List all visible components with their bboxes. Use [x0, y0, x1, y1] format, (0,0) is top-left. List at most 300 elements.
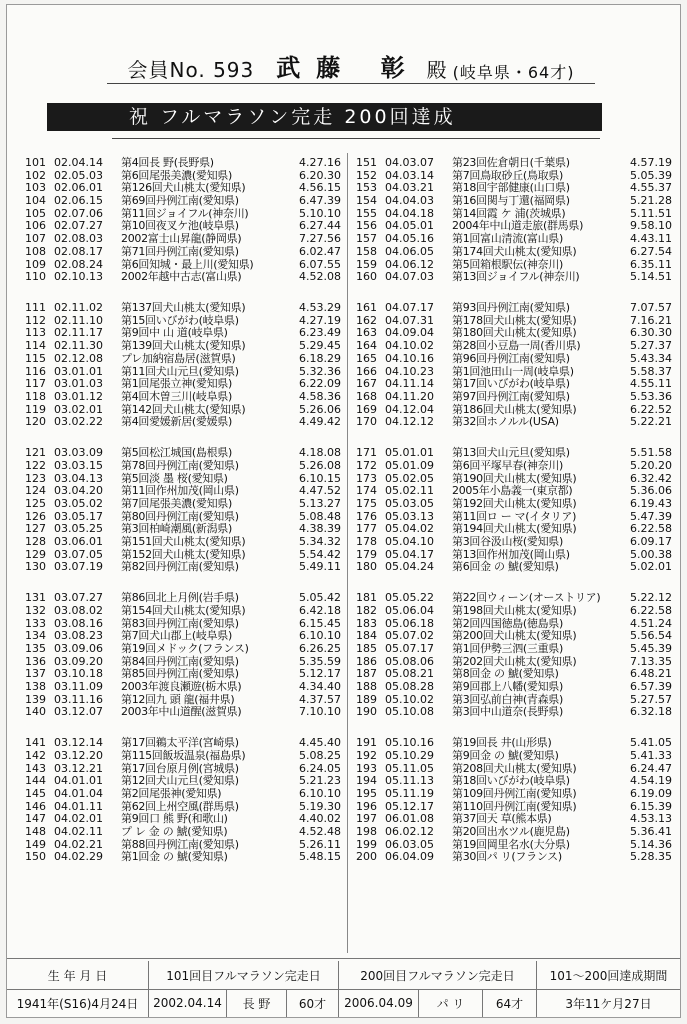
race-number: 148	[25, 825, 46, 839]
race-row	[352, 302, 672, 315]
race-date: 05.02.05	[385, 471, 434, 485]
race-name: 第3回中山道奈(長野県)	[452, 705, 563, 719]
runner-name: 武藤 彰	[276, 54, 421, 82]
race-date: 04.02.21	[54, 837, 103, 851]
period-value: 3年11ケ月27日	[565, 996, 652, 1011]
race-number: 194	[356, 774, 377, 788]
race-date: 05.04.02	[385, 522, 434, 536]
finish-time: 5.53.36	[630, 389, 672, 403]
finish-time: 4.27.19	[299, 313, 341, 327]
race-101-place: 長 野	[227, 989, 287, 1017]
race-name: 第13回作州加茂(岡山県)	[452, 547, 570, 561]
race-name: 第9回金 の 鯱(愛知県)	[452, 748, 559, 762]
race-number: 197	[356, 812, 377, 826]
race-name: 第83回丹例江南(愛知県)	[121, 616, 239, 630]
finish-time: 5.22.12	[630, 591, 672, 605]
race-name: プレ加納宿島居(滋賀県)	[121, 351, 236, 365]
race-number: 184	[356, 629, 377, 643]
finish-time: 9.58.10	[630, 219, 672, 233]
race-name: 第6回金 の 鯱(愛知県)	[452, 560, 559, 574]
finish-time: 5.32.36	[299, 364, 341, 378]
race-name: 第22回ウィーン(オーストリア)	[452, 591, 601, 605]
race-date: 02.08.03	[54, 232, 103, 246]
race-name: 第23回佐倉朝日(千葉県)	[452, 156, 570, 169]
race-number: 137	[25, 667, 46, 681]
race-row	[352, 788, 672, 801]
race-date: 05.10.16	[385, 736, 434, 750]
race-name: 第93回丹例江南(愛知県)	[452, 301, 570, 315]
column-divider	[347, 153, 348, 953]
race-number: 157	[356, 232, 377, 246]
finish-time: 5.34.32	[299, 534, 341, 548]
race-row	[352, 195, 672, 208]
race-row	[352, 681, 672, 694]
finish-time: 4.40.02	[299, 812, 341, 826]
race-name: 第18回いびがわ(岐阜県)	[452, 774, 570, 788]
race-row	[352, 447, 672, 460]
race-date: 03.05.25	[54, 522, 103, 536]
race-name: 第69回丹例江南(愛知県)	[121, 194, 239, 208]
finish-time: 4.56.15	[299, 181, 341, 195]
race-date: 04.02.11	[54, 825, 103, 839]
race-group	[352, 592, 672, 719]
race-date: 04.12.04	[385, 402, 434, 416]
race-number: 126	[25, 509, 46, 523]
race-name: 第85回丹例江南(愛知県)	[121, 667, 239, 681]
race-row	[21, 378, 341, 391]
race-number: 196	[356, 799, 377, 813]
finish-time: 4.57.19	[630, 156, 672, 169]
race-number: 116	[25, 364, 46, 378]
race-row	[352, 271, 672, 284]
race-name: 第84回丹例江南(愛知県)	[121, 654, 239, 668]
race-row	[21, 353, 341, 366]
race-number: 101	[25, 156, 46, 169]
race-number: 143	[25, 761, 46, 775]
race-name: 第8回金 の 鯱(愛知県)	[452, 667, 559, 681]
race-number: 108	[25, 244, 46, 258]
race-date: 03.12.14	[54, 736, 103, 750]
finish-time: 4.58.36	[299, 389, 341, 403]
race-date: 06.01.08	[385, 812, 434, 826]
race-name: 第14回霞 ケ 浦(茨城県)	[452, 206, 566, 220]
race-date: 04.03.14	[385, 168, 434, 182]
race-name: 第139回犬山桃太(愛知県)	[121, 339, 246, 353]
race-date: 02.11.30	[54, 339, 103, 353]
race-row	[352, 340, 672, 353]
finish-time: 5.36.06	[630, 484, 672, 498]
race-number: 125	[25, 496, 46, 510]
race-date: 03.05.17	[54, 509, 103, 523]
race-name: 第96回丹例江南(愛知県)	[452, 351, 570, 365]
banner-divider	[112, 138, 600, 139]
race-row	[352, 391, 672, 404]
finish-time: 5.51.58	[630, 446, 672, 460]
race-row	[21, 788, 341, 801]
race-date: 02.08.17	[54, 244, 103, 258]
finish-time: 6.47.39	[299, 194, 341, 208]
finish-time: 4.53.29	[299, 301, 341, 315]
race-name: 第10回夜叉ケ池(岐阜県)	[121, 219, 239, 233]
race-name: 第126回犬山桃太(愛知県)	[121, 181, 246, 195]
finish-time: 5.26.11	[299, 837, 341, 851]
race-number: 131	[25, 591, 46, 605]
race-date: 03.08.23	[54, 629, 103, 643]
race-row	[352, 605, 672, 618]
race-name: 第19回メドック(フランス)	[121, 641, 249, 655]
finish-time: 5.11.51	[630, 206, 672, 220]
finish-time: 5.48.15	[299, 850, 341, 864]
race-name: 第11回作州加茂(岡山県)	[121, 484, 239, 498]
race-name: 第4回愛媛新居(愛媛県)	[121, 415, 232, 429]
race-name: 第19回長 井(山形県)	[452, 736, 552, 750]
race-group	[352, 302, 672, 429]
race-number: 141	[25, 736, 46, 750]
race-number: 172	[356, 458, 377, 472]
race-number: 189	[356, 692, 377, 706]
finish-time: 5.00.38	[630, 547, 672, 561]
race-date: 05.11.05	[385, 761, 434, 775]
finish-time: 5.14.36	[630, 837, 672, 851]
race-name: 第30回パ リ(フランス)	[452, 850, 562, 864]
race-date: 03.06.01	[54, 534, 103, 548]
race-name: 第32回ホノルル(USA)	[452, 415, 559, 429]
race-number: 112	[25, 313, 46, 327]
finish-time: 5.58.37	[630, 364, 672, 378]
finish-time: 7.07.57	[630, 301, 672, 315]
race-name: 第13回ジョイフル(神奈川)	[452, 270, 580, 284]
race-number: 175	[356, 496, 377, 510]
race-row	[21, 195, 341, 208]
race-row	[352, 485, 672, 498]
race-name: 第200回犬山桃太(愛知県)	[452, 629, 577, 643]
race-200-age: 64才	[483, 989, 537, 1017]
race-name: 第198回犬山桃太(愛知県)	[452, 603, 577, 617]
race-name: 第6回知城・最上川(愛知県)	[121, 257, 254, 271]
race-name: 第9回中 山 道(岐阜県)	[121, 326, 228, 340]
race-number: 170	[356, 415, 377, 429]
race-number: 165	[356, 351, 377, 365]
race-number: 124	[25, 484, 46, 498]
finish-time: 6.27.44	[299, 219, 341, 233]
race-number: 140	[25, 705, 46, 719]
finish-time: 7.27.56	[299, 232, 341, 246]
finish-time: 5.47.39	[630, 509, 672, 523]
race-date: 03.03.09	[54, 446, 103, 460]
finish-time: 4.47.52	[299, 484, 341, 498]
race-date: 02.07.06	[54, 206, 103, 220]
race-number: 154	[356, 194, 377, 208]
race-row	[352, 157, 672, 170]
header-101st: 101回目フルマラソン完走日	[149, 961, 339, 989]
finish-time: 6.19.43	[630, 496, 672, 510]
race-name: 第62回上州空風(群馬県)	[121, 799, 239, 813]
race-date: 05.06.04	[385, 603, 434, 617]
finish-time: 6.02.47	[299, 244, 341, 258]
race-name: 2005年小島義一(東京都)	[452, 484, 573, 498]
race-number: 160	[356, 270, 377, 284]
race-number: 159	[356, 257, 377, 271]
race-number: 118	[25, 389, 46, 403]
finish-time: 6.24.05	[299, 761, 341, 775]
race-name: 第3回柏崎潮風(新潟県)	[121, 522, 232, 536]
race-number: 127	[25, 522, 46, 536]
race-date: 04.10.23	[385, 364, 434, 378]
race-name: 第180回犬山桃太(愛知県)	[452, 326, 577, 340]
finish-time: 4.34.40	[299, 680, 341, 693]
race-number: 107	[25, 232, 46, 246]
race-name: 第154回犬山桃太(愛知県)	[121, 603, 246, 617]
finish-time: 5.41.33	[630, 748, 672, 762]
finish-time: 6.10.10	[299, 787, 341, 800]
race-date: 04.01.11	[54, 799, 103, 813]
race-number: 153	[356, 181, 377, 195]
race-date: 03.08.16	[54, 616, 103, 630]
race-name: 第17回台原月例(宮城県)	[121, 761, 239, 775]
race-row	[21, 706, 341, 719]
race-number: 121	[25, 446, 46, 460]
race-name: 第110回丹例江南(愛知県)	[452, 799, 577, 813]
finish-time: 5.19.30	[299, 799, 341, 813]
race-date: 03.07.05	[54, 547, 103, 561]
finish-time: 4.49.42	[299, 415, 341, 429]
race-number: 176	[356, 509, 377, 523]
race-row	[352, 536, 672, 549]
race-date: 05.01.09	[385, 458, 434, 472]
finish-time: 6.57.39	[630, 680, 672, 693]
race-number: 190	[356, 705, 377, 719]
race-number: 164	[356, 339, 377, 353]
race-date: 02.04.14	[54, 156, 103, 169]
race-date: 02.05.03	[54, 168, 103, 182]
race-number: 149	[25, 837, 46, 851]
race-date: 03.01.12	[54, 389, 103, 403]
race-row	[21, 302, 341, 315]
race-number: 106	[25, 219, 46, 233]
race-row	[21, 851, 341, 864]
race-name: 第11回犬山元旦(愛知県)	[121, 364, 239, 378]
race-name: 第194回犬山桃太(愛知県)	[452, 522, 577, 536]
race-number: 163	[356, 326, 377, 340]
race-date: 03.08.02	[54, 603, 103, 617]
race-name: 第78回丹例江南(愛知県)	[121, 458, 239, 472]
race-date: 03.05.02	[54, 496, 103, 510]
race-name: 第4回木曽三川(岐阜県)	[121, 389, 232, 403]
finish-time: 5.08.48	[299, 509, 341, 523]
achievement-banner: 祝 フルマラソン完走 200回達成	[47, 103, 602, 131]
race-number: 142	[25, 748, 46, 762]
race-name: 第4回長 野(長野県)	[121, 156, 214, 169]
race-date: 04.09.04	[385, 326, 434, 340]
race-row	[21, 447, 341, 460]
race-row	[21, 246, 341, 259]
finish-time: 5.05.42	[299, 591, 341, 605]
finish-time: 4.51.24	[630, 616, 672, 630]
finish-time: 6.22.52	[630, 402, 672, 416]
race-row	[21, 485, 341, 498]
race-row	[352, 246, 672, 259]
race-number: 186	[356, 654, 377, 668]
finish-time: 6.35.11	[630, 257, 672, 271]
race-name: 第178回犬山桃太(愛知県)	[452, 313, 577, 327]
race-number: 117	[25, 377, 46, 391]
race-name: 2003年渡良瀬遊(栃木県)	[121, 680, 242, 693]
race-name: プ レ 金 の 鯱(愛知県)	[121, 825, 228, 839]
race-date: 05.10.29	[385, 748, 434, 762]
race-date: 04.02.29	[54, 850, 103, 864]
race-date: 02.12.08	[54, 351, 103, 365]
race-row	[21, 340, 341, 353]
race-number: 195	[356, 787, 377, 800]
race-name: 第17回鵜太平洋(宮崎県)	[121, 736, 239, 750]
race-name: 第3回弘前白神(青森県)	[452, 692, 563, 706]
race-name: 第5回松江城国(島根県)	[121, 446, 232, 460]
finish-time: 6.30.30	[630, 326, 672, 340]
finish-time: 6.24.47	[630, 761, 672, 775]
race-row	[21, 157, 341, 170]
race-date: 05.10.08	[385, 705, 434, 719]
race-date: 03.01.03	[54, 377, 103, 391]
race-number: 119	[25, 402, 46, 416]
race-group	[352, 157, 672, 284]
race-number: 150	[25, 850, 46, 864]
race-name: 第20回出水ツル(鹿児島)	[452, 825, 570, 839]
race-name: 第2回尾張神(愛知県)	[121, 787, 222, 800]
race-number: 155	[356, 206, 377, 220]
race-name: 第152回犬山桃太(愛知県)	[121, 547, 246, 561]
finish-time: 4.53.13	[630, 812, 672, 826]
finish-time: 6.18.29	[299, 351, 341, 365]
finish-time: 7.10.10	[299, 705, 341, 719]
race-number: 152	[356, 168, 377, 182]
race-number: 138	[25, 680, 46, 693]
finish-time: 4.38.39	[299, 522, 341, 536]
finish-time: 5.14.51	[630, 270, 672, 284]
finish-time: 6.22.58	[630, 603, 672, 617]
race-name: 第19回岡里名水(大分県)	[452, 837, 570, 851]
race-number: 182	[356, 603, 377, 617]
race-date: 04.05.01	[385, 219, 434, 233]
finish-time: 6.10.15	[299, 471, 341, 485]
race-row	[352, 460, 672, 473]
race-number: 111	[25, 301, 46, 315]
race-name: 第18回宇部健康(山口県)	[452, 181, 570, 195]
race-date: 05.11.19	[385, 787, 434, 800]
race-101-age: 60才	[287, 989, 339, 1017]
race-number: 109	[25, 257, 46, 271]
race-date: 02.11.17	[54, 326, 103, 340]
race-200-place: パ リ	[419, 989, 483, 1017]
race-date: 05.11.13	[385, 774, 434, 788]
finish-time: 5.12.17	[299, 667, 341, 681]
race-date: 03.04.13	[54, 471, 103, 485]
race-number: 129	[25, 547, 46, 561]
race-date: 04.07.03	[385, 270, 434, 284]
race-date: 05.07.17	[385, 641, 434, 655]
race-row	[21, 750, 341, 763]
finish-time: 4.52.48	[299, 825, 341, 839]
race-row	[352, 353, 672, 366]
finish-time: 5.49.11	[299, 560, 341, 574]
finish-time: 6.22.09	[299, 377, 341, 391]
race-number: 174	[356, 484, 377, 498]
race-group	[352, 447, 672, 574]
finish-time: 5.05.39	[630, 168, 672, 182]
finish-time: 7.13.35	[630, 654, 672, 668]
race-row	[21, 498, 341, 511]
race-number: 168	[356, 389, 377, 403]
summary-header-row	[7, 961, 680, 990]
race-row	[21, 460, 341, 473]
birthdate-value: 1941年(S16)4月24日	[7, 989, 149, 1017]
race-date: 06.02.12	[385, 825, 434, 839]
finish-time: 5.08.25	[299, 748, 341, 762]
finish-time: 5.21.28	[630, 194, 672, 208]
race-number: 171	[356, 446, 377, 460]
finish-time: 4.27.16	[299, 156, 341, 169]
race-number: 187	[356, 667, 377, 681]
race-name: 第1回富山清流(富山県)	[452, 232, 563, 246]
race-date: 05.08.21	[385, 667, 434, 681]
race-row	[21, 826, 341, 839]
race-row	[21, 391, 341, 404]
race-name: 第192回犬山桃太(愛知県)	[452, 496, 577, 510]
race-number: 177	[356, 522, 377, 536]
race-number: 146	[25, 799, 46, 813]
finish-time: 6.09.17	[630, 534, 672, 548]
race-row	[21, 233, 341, 246]
race-number: 166	[356, 364, 377, 378]
race-number: 162	[356, 313, 377, 327]
race-number: 167	[356, 377, 377, 391]
finish-time: 5.20.20	[630, 458, 672, 472]
race-number: 199	[356, 837, 377, 851]
race-name: 第1回池田山一周(岐阜県)	[452, 364, 574, 378]
race-number: 169	[356, 402, 377, 416]
finish-time: 6.32.42	[630, 471, 672, 485]
race-row	[352, 706, 672, 719]
finish-time: 5.02.01	[630, 560, 672, 574]
race-number: 122	[25, 458, 46, 472]
race-200-date: 2006.04.09	[339, 989, 419, 1017]
finish-time: 7.16.21	[630, 313, 672, 327]
race-date: 04.01.04	[54, 787, 103, 800]
race-date: 02.06.01	[54, 181, 103, 195]
race-group	[352, 737, 672, 864]
race-date: 06.04.09	[385, 850, 434, 864]
finish-time: 4.52.08	[299, 270, 341, 284]
race-group	[21, 592, 341, 719]
race-name: 第1回尾張立神(愛知県)	[121, 377, 232, 391]
race-name: 第190回犬山桃太(愛知県)	[452, 471, 577, 485]
finish-time: 6.07.55	[299, 257, 341, 271]
race-number: 113	[25, 326, 46, 340]
header-200th: 200回目フルマラソン完走日	[339, 961, 537, 989]
race-date: 05.04.10	[385, 534, 434, 548]
race-date: 03.04.20	[54, 484, 103, 498]
race-name: 第71回丹例江南(愛知県)	[121, 244, 239, 258]
finish-time: 4.45.40	[299, 736, 341, 750]
race-date: 04.01.01	[54, 774, 103, 788]
race-date: 05.07.02	[385, 629, 434, 643]
finish-time: 5.29.45	[299, 339, 341, 353]
summary-value-row	[7, 989, 680, 1017]
finish-time: 6.15.39	[630, 799, 672, 813]
race-row	[352, 592, 672, 605]
race-group	[21, 737, 341, 864]
race-name: 第9回口 熊 野(和歌山)	[121, 812, 228, 826]
finish-time: 5.21.23	[299, 774, 341, 788]
